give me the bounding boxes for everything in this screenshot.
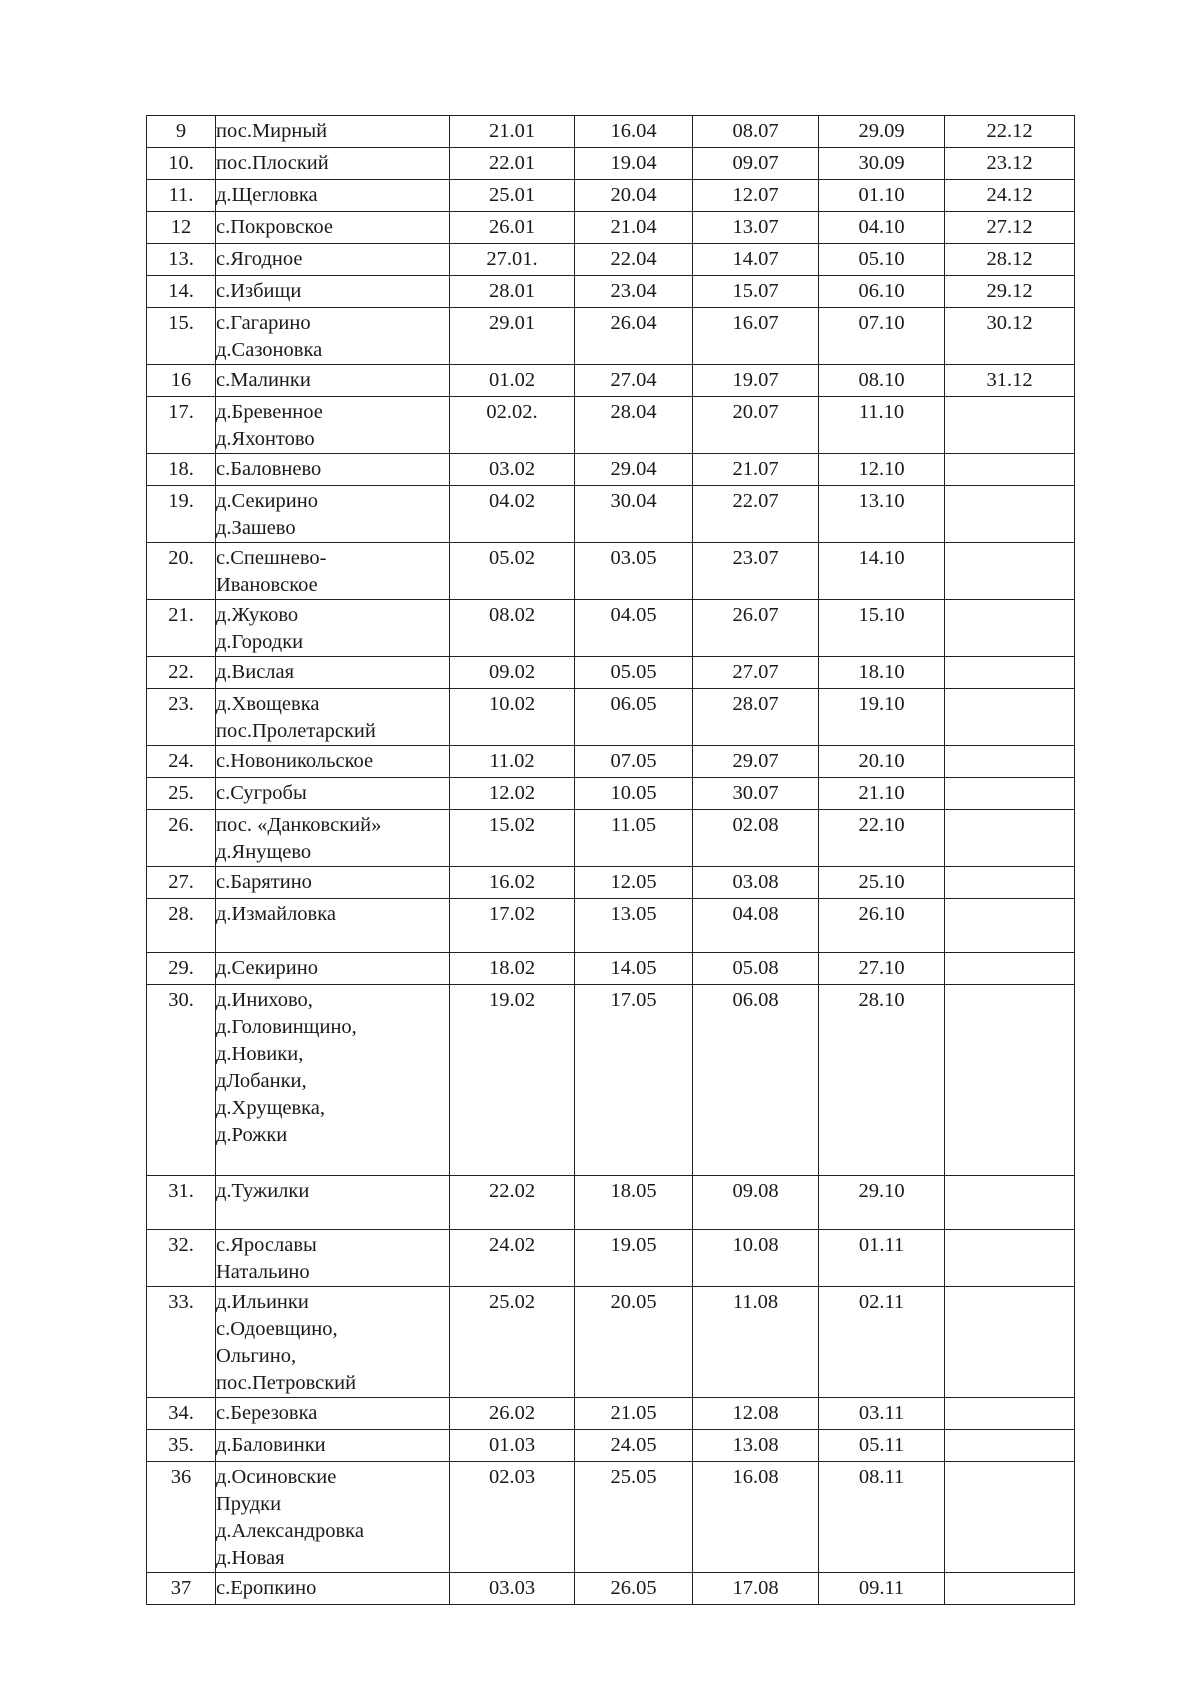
date-cell: 08.02 [450,600,575,657]
date-cell: 20.10 [819,746,945,778]
date-cell: 04.08 [693,899,819,953]
date-cell: 27.04 [575,365,693,397]
row-number-cell: 29. [147,953,216,985]
table-row [147,899,1075,953]
date-cell: 24.12 [945,180,1075,212]
date-cell: 04.10 [819,212,945,244]
row-number-cell: 26. [147,810,216,867]
row-number-cell: 28. [147,899,216,953]
settlement-name: пос. «Данковский» [216,814,382,836]
settlement-cell [216,180,450,212]
date-cell: 19.10 [819,689,945,746]
date-cell: 14.05 [575,953,693,985]
date-cell: 08.10 [819,365,945,397]
settlement-name: д.Зашево [216,517,296,539]
table-row [147,689,1075,746]
table-row [147,1462,1075,1573]
settlement-name: пос.Мирный [216,120,328,142]
settlement-name: д.Городки [216,631,304,653]
settlement-cell [216,689,450,746]
row-number-cell: 14. [147,276,216,308]
date-cell: 13.10 [819,486,945,543]
date-cell: 26.04 [575,308,693,365]
settlement-cell [216,953,450,985]
settlement-cell [216,657,450,689]
date-cell: 18.10 [819,657,945,689]
table-row [147,810,1075,867]
table-row [147,985,1075,1176]
date-cell: 28.07 [693,689,819,746]
date-cell: 09.02 [450,657,575,689]
row-number-cell: 25. [147,778,216,810]
date-cell: 26.01 [450,212,575,244]
settlement-name: д.Янущево [216,841,312,863]
date-cell: 29.07 [693,746,819,778]
date-cell: 02.08 [693,810,819,867]
settlement-name: дЛобанки, [216,1070,307,1092]
settlement-name: с.Ярославы [216,1234,317,1256]
settlement-name: Натальино [216,1261,310,1283]
row-number-cell: 36 [147,1462,216,1573]
settlement-cell [216,486,450,543]
settlement-name: д.Баловинки [216,1434,326,1456]
date-cell: 21.07 [693,454,819,486]
schedule-table-body [147,116,1075,1605]
date-cell: 03.08 [693,867,819,899]
table-row [147,212,1075,244]
settlement-name: с.Спешнево- [216,547,327,569]
schedule-table [146,115,1075,1605]
settlement-name: с.Баловнево [216,458,322,480]
settlement-cell [216,244,450,276]
table-row [147,397,1075,454]
settlement-name: с.Ягодное [216,248,303,270]
date-cell: 09.07 [693,148,819,180]
date-cell: 28.12 [945,244,1075,276]
table-row [147,180,1075,212]
date-cell: 01.03 [450,1430,575,1462]
date-cell: 11.10 [819,397,945,454]
date-cell: 19.04 [575,148,693,180]
date-cell: 01.10 [819,180,945,212]
date-cell: 22.10 [819,810,945,867]
date-cell: 07.05 [575,746,693,778]
date-cell: 18.02 [450,953,575,985]
settlement-cell [216,985,450,1176]
date-cell [945,778,1075,810]
table-row [147,543,1075,600]
date-cell: 26.10 [819,899,945,953]
date-cell [945,1287,1075,1398]
row-number-cell: 27. [147,867,216,899]
date-cell: 18.05 [575,1176,693,1230]
date-cell: 05.11 [819,1430,945,1462]
settlement-name: д.Новики, [216,1043,304,1065]
date-cell: 27.10 [819,953,945,985]
date-cell: 01.02 [450,365,575,397]
settlement-name: д.Секирино [216,490,318,512]
row-number-cell: 12 [147,212,216,244]
settlement-name: с.Сугробы [216,782,307,804]
row-number-cell: 37 [147,1573,216,1605]
settlement-name: Ольгино, [216,1345,297,1367]
date-cell: 16.04 [575,116,693,148]
date-cell: 26.02 [450,1398,575,1430]
date-cell [945,397,1075,454]
settlement-cell [216,1287,450,1398]
row-number-cell: 34. [147,1398,216,1430]
date-cell: 25.02 [450,1287,575,1398]
row-number-cell: 22. [147,657,216,689]
date-cell: 20.07 [693,397,819,454]
row-number-cell: 17. [147,397,216,454]
date-cell: 21.01 [450,116,575,148]
settlement-name: д.Секирино [216,957,318,979]
date-cell: 10.05 [575,778,693,810]
settlement-name: д.Головинщино, [216,1016,357,1038]
table-row [147,116,1075,148]
date-cell [945,867,1075,899]
date-cell: 19.07 [693,365,819,397]
date-cell [945,689,1075,746]
row-number-cell: 21. [147,600,216,657]
settlement-name: с.Покровское [216,216,333,238]
date-cell: 05.08 [693,953,819,985]
date-cell: 05.02 [450,543,575,600]
settlement-name: пос.Пролетарский [216,720,376,742]
settlement-name: д.Осиновские [216,1466,337,1488]
table-row [147,778,1075,810]
settlement-cell [216,116,450,148]
date-cell: 21.04 [575,212,693,244]
table-row [147,1573,1075,1605]
date-cell [945,1176,1075,1230]
settlement-name: Ивановское [216,574,318,596]
date-cell: 22.07 [693,486,819,543]
date-cell: 17.02 [450,899,575,953]
row-number-cell: 10. [147,148,216,180]
row-number-cell: 30. [147,985,216,1176]
date-cell [945,1230,1075,1287]
settlement-cell [216,1230,450,1287]
date-cell: 02.02. [450,397,575,454]
table-row [147,244,1075,276]
date-cell: 24.02 [450,1230,575,1287]
table-row [147,1287,1075,1398]
settlement-name: д.Тужилки [216,1180,310,1202]
date-cell: 11.08 [693,1287,819,1398]
settlement-name: пос.Петровский [216,1372,357,1394]
settlement-name: с.Березовка [216,1402,318,1424]
row-number-cell: 20. [147,543,216,600]
date-cell: 03.02 [450,454,575,486]
date-cell: 02.03 [450,1462,575,1573]
date-cell: 27.12 [945,212,1075,244]
date-cell: 29.12 [945,276,1075,308]
date-cell: 06.08 [693,985,819,1176]
date-cell [945,1398,1075,1430]
settlement-name: д.Новая [216,1547,285,1569]
date-cell: 23.04 [575,276,693,308]
date-cell: 16.08 [693,1462,819,1573]
date-cell: 30.12 [945,308,1075,365]
table-row [147,657,1075,689]
date-cell: 28.01 [450,276,575,308]
date-cell: 04.05 [575,600,693,657]
settlement-name: с.Барятино [216,871,312,893]
table-row [147,953,1075,985]
date-cell: 17.05 [575,985,693,1176]
date-cell [945,657,1075,689]
date-cell: 08.11 [819,1462,945,1573]
settlement-cell [216,454,450,486]
settlement-name: д.Щегловка [216,184,318,206]
table-row [147,600,1075,657]
date-cell: 10.08 [693,1230,819,1287]
settlement-name: д.Жуково [216,604,299,626]
date-cell: 16.02 [450,867,575,899]
date-cell: 05.05 [575,657,693,689]
table-row [147,308,1075,365]
settlement-cell [216,867,450,899]
settlement-name: д.Александровка [216,1520,364,1542]
date-cell: 26.07 [693,600,819,657]
table-row [147,746,1075,778]
row-number-cell: 15. [147,308,216,365]
date-cell: 05.10 [819,244,945,276]
table-row [147,486,1075,543]
date-cell: 03.03 [450,1573,575,1605]
table-row [147,365,1075,397]
settlement-name: Прудки [216,1493,282,1515]
date-cell: 27.07 [693,657,819,689]
date-cell: 12.02 [450,778,575,810]
settlement-cell [216,365,450,397]
date-cell: 22.01 [450,148,575,180]
settlement-name: с.Одоевщино, [216,1318,338,1340]
row-number-cell: 11. [147,180,216,212]
row-number-cell: 24. [147,746,216,778]
date-cell: 26.05 [575,1573,693,1605]
date-cell: 28.04 [575,397,693,454]
date-cell: 28.10 [819,985,945,1176]
settlement-cell [216,276,450,308]
date-cell: 11.02 [450,746,575,778]
row-number-cell: 16 [147,365,216,397]
settlement-cell [216,148,450,180]
table-row [147,1176,1075,1230]
date-cell [945,543,1075,600]
date-cell: 15.02 [450,810,575,867]
table-row [147,454,1075,486]
settlement-name: д.Хвощевка [216,693,320,715]
settlement-cell [216,1430,450,1462]
date-cell: 12.07 [693,180,819,212]
date-cell: 04.02 [450,486,575,543]
date-cell: 23.07 [693,543,819,600]
date-cell: 30.04 [575,486,693,543]
table-row [147,1398,1075,1430]
settlement-cell [216,1573,450,1605]
date-cell: 03.11 [819,1398,945,1430]
date-cell: 25.10 [819,867,945,899]
date-cell: 01.11 [819,1230,945,1287]
date-cell: 21.05 [575,1398,693,1430]
date-cell: 12.08 [693,1398,819,1430]
date-cell: 09.08 [693,1176,819,1230]
date-cell: 27.01. [450,244,575,276]
date-cell: 13.07 [693,212,819,244]
date-cell [945,746,1075,778]
settlement-cell [216,543,450,600]
date-cell: 15.10 [819,600,945,657]
date-cell: 17.08 [693,1573,819,1605]
table-row [147,148,1075,180]
date-cell [945,1430,1075,1462]
row-number-cell: 33. [147,1287,216,1398]
date-cell: 12.10 [819,454,945,486]
date-cell: 08.07 [693,116,819,148]
date-cell: 23.12 [945,148,1075,180]
settlement-cell [216,1176,450,1230]
settlement-name: д.Ильинки [216,1291,309,1313]
date-cell [945,810,1075,867]
date-cell: 30.09 [819,148,945,180]
date-cell: 07.10 [819,308,945,365]
date-cell: 22.02 [450,1176,575,1230]
date-cell: 21.10 [819,778,945,810]
settlement-cell [216,600,450,657]
date-cell: 24.05 [575,1430,693,1462]
settlement-name: с.Новоникольское [216,750,374,772]
date-cell [945,1462,1075,1573]
settlement-name: д.Яхонтово [216,428,315,450]
date-cell: 03.05 [575,543,693,600]
settlement-cell [216,746,450,778]
date-cell: 22.12 [945,116,1075,148]
date-cell: 16.07 [693,308,819,365]
settlement-cell [216,308,450,365]
settlement-cell [216,1462,450,1573]
row-number-cell: 19. [147,486,216,543]
date-cell: 25.01 [450,180,575,212]
date-cell: 25.05 [575,1462,693,1573]
settlement-name: д.Вислая [216,661,295,683]
settlement-name: д.Измайловка [216,903,336,925]
table-row [147,276,1075,308]
table-row [147,867,1075,899]
date-cell: 02.11 [819,1287,945,1398]
row-number-cell: 18. [147,454,216,486]
settlement-name: с.Гагарино [216,312,311,334]
date-cell: 13.05 [575,899,693,953]
date-cell [945,985,1075,1176]
settlement-name: д.Инихово, [216,989,313,1011]
date-cell: 19.05 [575,1230,693,1287]
settlement-name: пос.Плоский [216,152,329,174]
settlement-name: д.Бревенное [216,401,323,423]
settlement-name: д.Сазоновка [216,339,323,361]
settlement-cell [216,778,450,810]
date-cell: 06.05 [575,689,693,746]
date-cell [945,600,1075,657]
settlement-name: д.Хрущевка, [216,1097,326,1119]
date-cell: 12.05 [575,867,693,899]
date-cell: 20.04 [575,180,693,212]
date-cell: 13.08 [693,1430,819,1462]
date-cell [945,953,1075,985]
date-cell: 15.07 [693,276,819,308]
date-cell [945,1573,1075,1605]
settlement-cell [216,397,450,454]
row-number-cell: 9 [147,116,216,148]
row-number-cell: 23. [147,689,216,746]
date-cell: 30.07 [693,778,819,810]
date-cell: 09.11 [819,1573,945,1605]
date-cell: 29.09 [819,116,945,148]
settlement-cell [216,212,450,244]
row-number-cell: 31. [147,1176,216,1230]
table-row [147,1430,1075,1462]
settlement-name: д.Рожки [216,1124,288,1146]
settlement-name: с.Еропкино [216,1577,317,1599]
date-cell [945,454,1075,486]
date-cell: 19.02 [450,985,575,1176]
date-cell: 14.10 [819,543,945,600]
settlement-cell [216,1398,450,1430]
date-cell: 20.05 [575,1287,693,1398]
date-cell [945,899,1075,953]
date-cell: 22.04 [575,244,693,276]
settlement-name: с.Избищи [216,280,302,302]
date-cell: 10.02 [450,689,575,746]
date-cell: 29.10 [819,1176,945,1230]
date-cell: 06.10 [819,276,945,308]
settlement-cell [216,810,450,867]
row-number-cell: 32. [147,1230,216,1287]
table-row [147,1230,1075,1287]
date-cell: 29.04 [575,454,693,486]
date-cell: 29.01 [450,308,575,365]
date-cell: 31.12 [945,365,1075,397]
row-number-cell: 13. [147,244,216,276]
settlement-cell [216,899,450,953]
date-cell: 11.05 [575,810,693,867]
date-cell [945,486,1075,543]
row-number-cell: 35. [147,1430,216,1462]
settlement-name: с.Малинки [216,369,311,391]
date-cell: 14.07 [693,244,819,276]
